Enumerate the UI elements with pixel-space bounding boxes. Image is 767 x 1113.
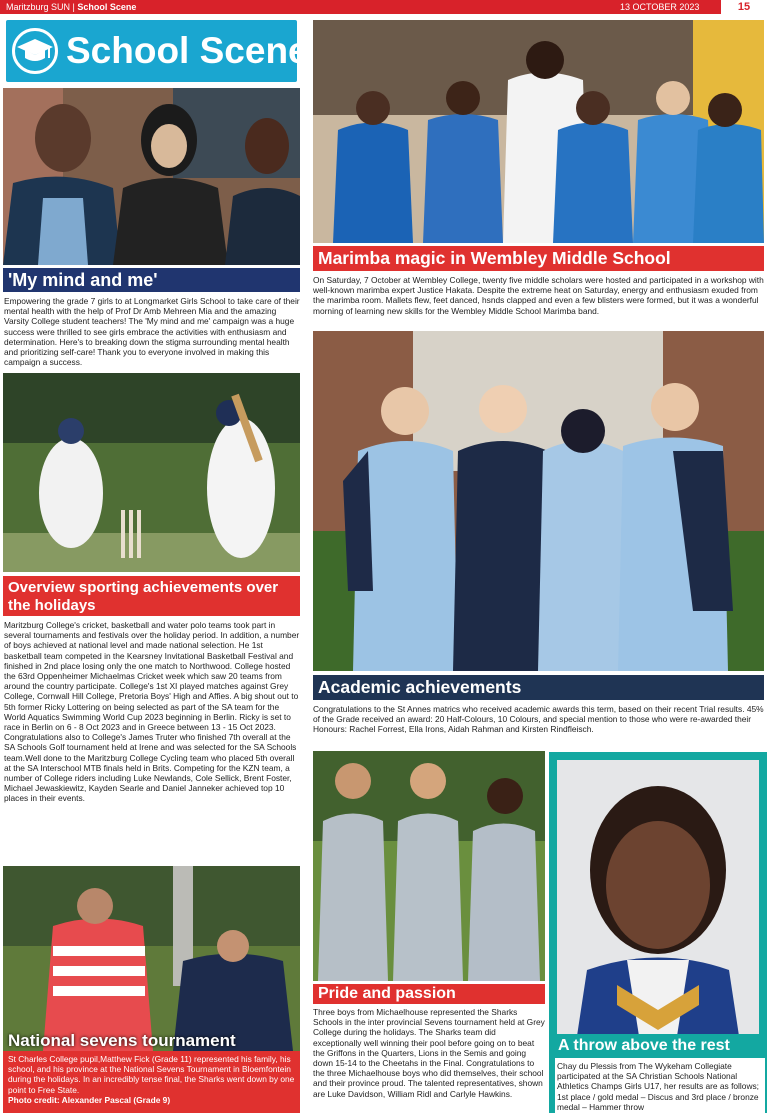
sporting-body: Maritzburg College's cricket, basketball and water polo teams took part in several tournaments and festivals over the holiday period. In addition, a number of boys achieved at national level and made national selection. He 1st basketball team competed in the Kearsney Invitational Basketball Festival and finished in 2nd place losing only the one match to Northwood. College hosted the 63rd Oppenheimer Michaelmas Cricket week which saw 20 teams from around the country participate. College's 1st XI played matches against Grey College, Cornwall Hill College, Pretoria Boys' High and Affies. A big shout out to 5th former Ricky Lottering on being selected as part of the SA team for the World Aquatics Swimming World Cup 2023 beginning in Berlin. Ricky is set to race in Berlin on 6 - 8 Oct 2023 and in Greece between 13 - 15 Oct 2023. Congratulations also to College's James Truter who finished 7th overall at the SA Schools Golf tournament held at Irene and was selected for the SA Schools team.Well done to the Maritzburg College Cycling team who placed 5th overall at the SA Interschool MTB finals held in Brits. Competing for the KZN team, a number of College riders including Luke Newlands, Cole Sellick, Brent Foster, Michael Jewaskiewitz, Kayden Searle and Daniel Janneker achieved top 10 places in their events.	[4, 620, 300, 804]
publication-name: Maritzburg SUN	[6, 2, 71, 12]
sporting-headline: Overview sporting achievements over the holidays	[3, 576, 300, 616]
pride-body: Three boys from Michaelhouse represented the Sharks Schools in the inter provincial Sevens tournament held at Grey College during the holidays. The Sharks team did exceptionally well winning their pool before going on to beat the Griffons in the Quarters, Lions in the Semis and going down 15-14 to the Cheetahs in the Final. Congratulations to the three Michaelhouse boys who did themselves, their school and their province proud. The talented representatives, shown are Luke Davidson, William Ridl and Carlyle Hawkins.	[313, 1007, 545, 1099]
header-separator: |	[70, 2, 78, 12]
sevens-text-box	[3, 1051, 300, 1113]
marimba-body: On Saturday, 7 October at Wembley College, twenty five middle scholars were hosted and participated in a workshop with well-known marimba expert Justice Hakata. Despite the extreme heat on Saturday, energy and enthusiasm exuded from the marimba room. Mallets flew, feet danced, hsnds clapped and even a few blisters were formed, but it was a wonderful morning of learning new skills for the Wembley Middle School Marimba band.	[313, 275, 764, 316]
marimba-photo	[313, 20, 764, 243]
academic-headline: Academic achievements	[313, 675, 764, 700]
pride-photo	[313, 751, 545, 981]
mind-and-me-body: Empowering the grade 7 girls to at Longmarket Girls School to take care of their mental health with the help of Prof Dr Amb Mehreen Mia and the amazing Varsity College student teachers! The 'My mind and me' campaign was a huge success were thrilled to see girls embrace the activities with enthusiasm and determination. Here's to breaking down the stigma surrounding mental health and prioritizing self-care! Thank you to everyone involved in making this campaign a success.	[4, 296, 300, 368]
publication-info	[6, 0, 136, 14]
throw-body: Chay du Plessis from The Wykeham Collegiate participated at the SA Christian Schools National Athletics Champs Girls U17, her results are as follows; 1st place / gold medal – Discus and 3rd place / bronze medal – Hammer throw	[557, 1061, 760, 1112]
sevens-headline: National sevens tournament	[8, 1031, 236, 1050]
pride-headline: Pride and passion	[313, 984, 545, 1004]
issue-date: 13 OCTOBER 2023	[620, 2, 700, 12]
rugby-photo	[3, 866, 300, 1051]
section-logo	[6, 20, 309, 82]
sevens-photo-credit: Photo credit: Alexander Pascal (Grade 9)	[8, 1095, 171, 1105]
page-header	[0, 0, 767, 14]
sevens-body: St Charles College pupil,Matthew Fick (Grade 11) represented his family, his school, and his province at the National Sevens Tournament in Bloemfontein during the holidays. In an incredibly tense final, the Sharks went down by one point to Free State.	[8, 1054, 295, 1095]
graduation-cap-icon	[12, 28, 58, 74]
throw-text-box	[555, 1058, 765, 1113]
mind-and-me-headline: 'My mind and me'	[3, 268, 300, 292]
mind-and-me-photo	[3, 88, 300, 265]
cricket-photo	[3, 373, 300, 572]
academic-body: Congratulations to the St Annes matrics who received academic awards this term, based on their recent Trial results. 45% of the Grade received an award: 20 Half-Colours, 10 Colours, and special mention to those who were re-awarded their Honours: Rachel Forrest, Ella Irons, Aidah Rahman and Kirsten Rindfleisch.	[313, 704, 764, 735]
throw-headline: A throw above the rest	[549, 1034, 767, 1058]
throw-article-frame	[549, 752, 767, 1113]
section-name: School Scene	[77, 2, 137, 12]
marimba-headline: Marimba magic in Wembley Middle School	[313, 246, 764, 271]
throw-photo	[557, 760, 759, 1036]
page-number: 15	[721, 0, 767, 14]
section-title: School Scene	[66, 30, 309, 71]
academic-photo	[313, 331, 764, 671]
